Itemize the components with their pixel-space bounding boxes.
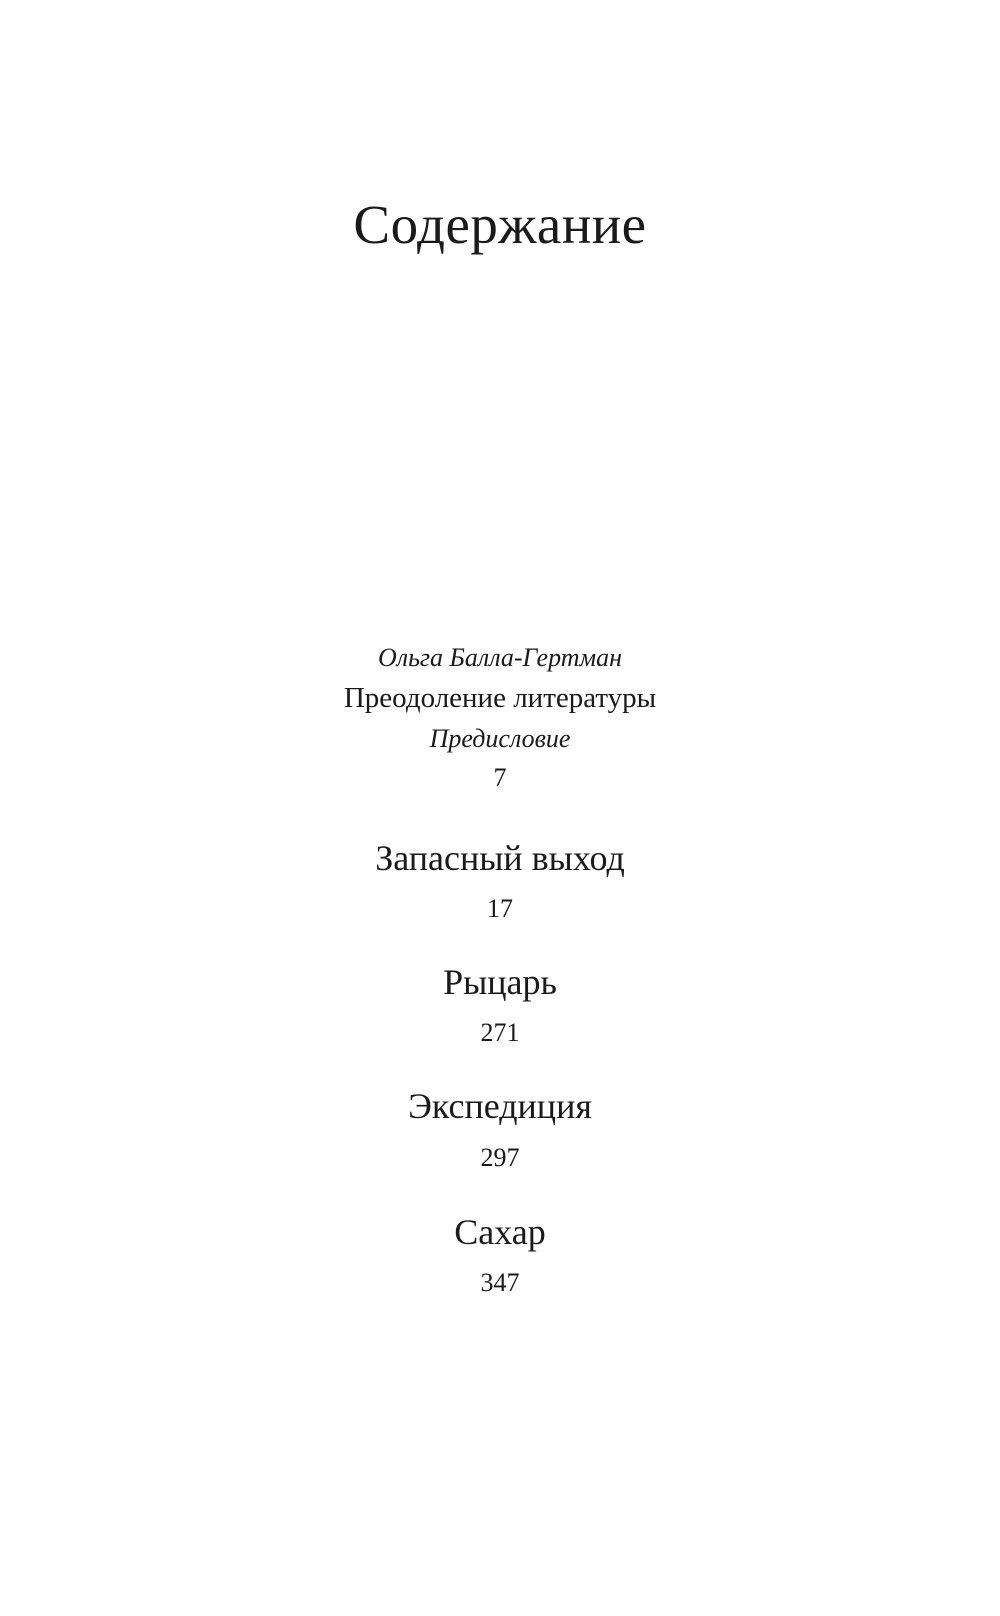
- toc-entry-page-number: 297: [480, 1143, 520, 1172]
- preface-page-number: 7: [493, 763, 507, 792]
- toc-entry-page-number: 347: [480, 1268, 520, 1297]
- page-title: Содержание: [353, 194, 647, 255]
- toc-entry-title: Экспедиция: [408, 1086, 592, 1126]
- preface-subtitle: Предисловие: [429, 724, 571, 753]
- toc-entry-title: Рыцарь: [443, 962, 557, 1002]
- toc-entry-page-number: 17: [487, 894, 513, 923]
- preface-title: Преодоление литературы: [343, 682, 657, 714]
- toc-entry-title: Запасный выход: [375, 838, 625, 878]
- toc-entry-title: Сахар: [454, 1212, 546, 1252]
- toc-entry-page-number: 271: [480, 1018, 520, 1047]
- preface-author: Ольга Балла-Гертман: [377, 643, 623, 672]
